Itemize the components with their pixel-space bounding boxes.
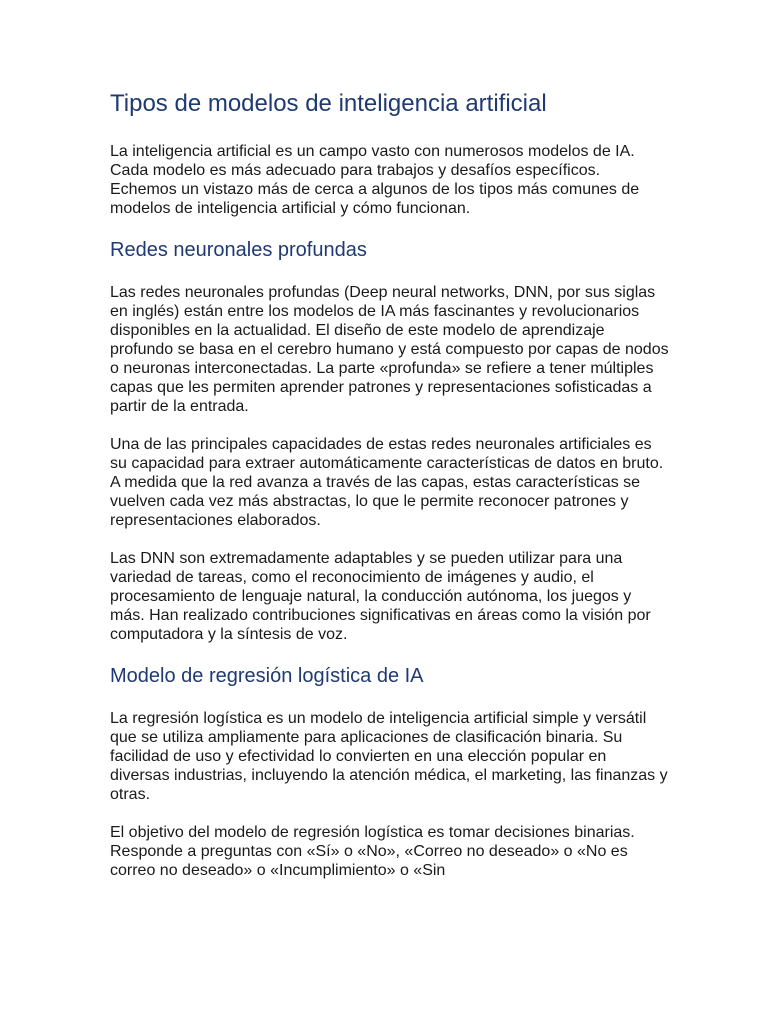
document-page bbox=[110, 88, 670, 899]
section-heading-redes-neuronales: Redes neuronales profundas bbox=[110, 239, 367, 261]
paragraph: La regresión logística es un modelo de inteligencia artificial simple y versátil que se utiliza ampliamente para aplicaciones de clasificación binaria. Su facilidad de uso y efectividad lo convierten en una elección popular en diversas industrias, incluyendo la atención médica, el marketing, las finanzas y otras. bbox=[110, 710, 668, 803]
paragraph: Las redes neuronales profundas (Deep neural networks, DNN, por sus siglas en inglés) están entre los modelos de IA más fascinantes y revolucionarios disponibles en la actualidad. El diseño de este modelo de aprendizaje profundo se basa en el cerebro humano y está compuesto por capas de nodos o neuronas interconectadas. La parte «profunda» se refiere a tener múltiples capas que les permiten aprender patrones y representaciones sofisticadas a partir de la entrada. bbox=[110, 284, 669, 415]
document-title: Tipos de modelos de inteligencia artificial bbox=[110, 90, 547, 117]
paragraph: Una de las principales capacidades de estas redes neuronales artificiales es su capacidad para extraer automáticamente características de datos en bruto. A medida que la red avanza a través de las capas, estas características se vuelven cada vez más abstractas, lo que le permite reconocer patrones y representaciones elaborados. bbox=[110, 436, 664, 529]
section-heading-regresion-logistica: Modelo de regresión logística de IA bbox=[110, 665, 424, 687]
paragraph: Las DNN son extremadamente adaptables y se pueden utilizar para una variedad de tareas, como el reconocimiento de imágenes y audio, el procesamiento de lenguaje natural, la conducción autónoma, los juegos y más. Han realizado contribuciones significativas en áreas como la visión por computadora y la síntesis de voz. bbox=[110, 550, 651, 643]
intro-paragraph: La inteligencia artificial es un campo vasto con numerosos modelos de IA. Cada modelo es más adecuado para trabajos y desafíos específicos. Echemos un vistazo más de cerca a algunos de los tipos más comunes de modelos de inteligencia artificial y cómo funcionan. bbox=[110, 143, 640, 217]
paragraph: El objetivo del modelo de regresión logística es tomar decisiones binarias. Responde a preguntas con «Sí» o «No», «Correo no deseado» o «No es correo no deseado» o «Incumplimiento» o «Sin bbox=[110, 824, 635, 879]
